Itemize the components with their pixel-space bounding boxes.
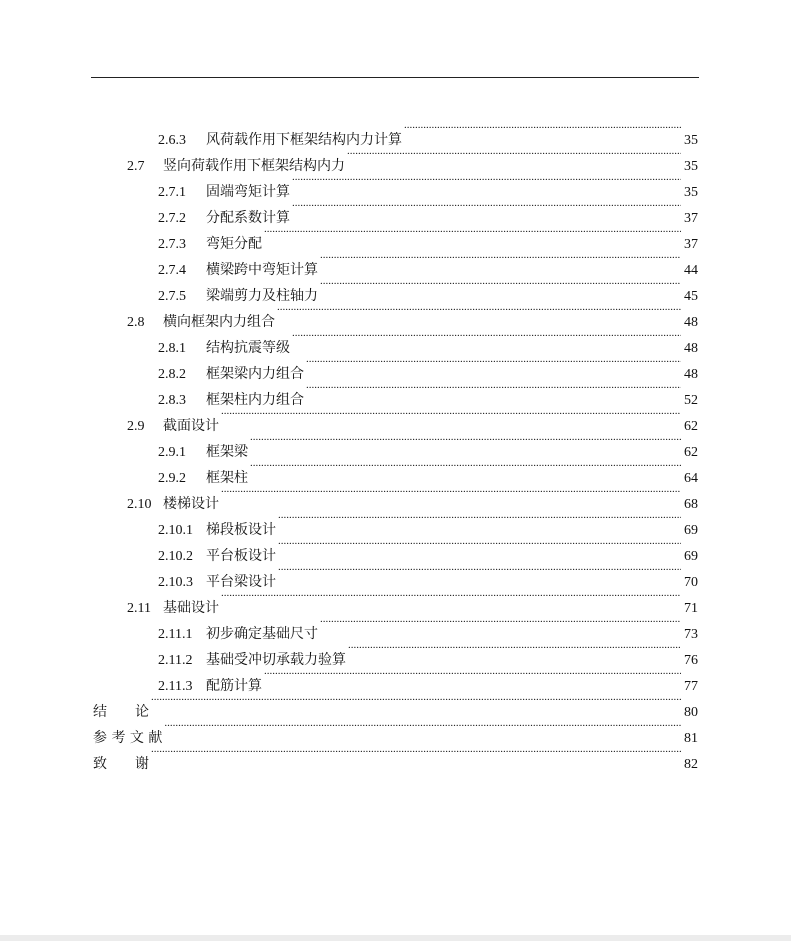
toc-entry-title: 参 考 文 献 [93, 730, 163, 746]
dot-leader [306, 378, 681, 404]
toc-entry-title: 基础受冲切承载力验算 [206, 652, 346, 668]
dot-leader [278, 534, 681, 560]
dot-leader [264, 664, 681, 690]
dot-leader [221, 404, 681, 430]
dot-leader [221, 482, 681, 508]
toc-entry[interactable] [127, 300, 698, 330]
toc-entry-page-number: 77 [684, 679, 698, 694]
toc-entry-title: 竖向荷载作用下框架结构内力 [163, 158, 345, 174]
dot-leader [151, 690, 681, 716]
toc-entry-number: 2.11 [127, 601, 151, 616]
toc-entry-number: 2.10.1 [158, 523, 193, 538]
toc-entry[interactable] [158, 274, 698, 304]
toc-entry-page-number: 35 [684, 133, 698, 148]
toc-entry-page-number: 81 [684, 731, 698, 746]
viewer-bottom-edge [0, 935, 791, 941]
toc-entry-page-number: 70 [684, 575, 698, 590]
toc-entry[interactable] [158, 118, 698, 148]
dot-leader [320, 274, 681, 300]
toc-entry-page-number: 35 [684, 159, 698, 174]
toc-entry-title: 平台板设计 [206, 548, 276, 564]
toc-entry[interactable] [158, 534, 698, 564]
toc-entry-number: 2.6.3 [158, 133, 186, 148]
toc-entry[interactable] [127, 586, 698, 616]
toc-entry-page-number: 35 [684, 185, 698, 200]
toc-entry-page-number: 52 [684, 393, 698, 408]
toc-entry-page-number: 44 [684, 263, 698, 278]
dot-leader [278, 560, 681, 586]
toc-entry-title: 弯矩分配 [206, 236, 262, 252]
toc-entry[interactable] [158, 378, 698, 408]
dot-leader [292, 170, 681, 196]
toc-entry-page-number: 37 [684, 211, 698, 226]
toc-entry-number: 2.11.1 [158, 627, 193, 642]
toc-entry-number: 2.8 [127, 315, 145, 330]
toc-entry[interactable] [158, 612, 698, 642]
toc-entry-number: 2.8.3 [158, 393, 186, 408]
toc-entry-number: 2.7.1 [158, 185, 186, 200]
toc-entry[interactable] [158, 170, 698, 200]
toc-entry-number: 2.9.1 [158, 445, 186, 460]
toc-entry-page-number: 73 [684, 627, 698, 642]
toc-entry-number: 2.7.2 [158, 211, 186, 226]
dot-leader [320, 612, 681, 638]
toc-entry-title: 梯段板设计 [206, 522, 276, 538]
toc-entry-number: 2.11.2 [158, 653, 193, 668]
toc-entry-page-number: 37 [684, 237, 698, 252]
toc-entry-title: 截面设计 [163, 418, 219, 434]
dot-leader [164, 716, 681, 742]
dot-leader [348, 638, 681, 664]
toc-entry-number: 2.8.1 [158, 341, 186, 356]
toc-entry-title: 楼梯设计 [163, 496, 219, 512]
toc-entry[interactable] [158, 222, 698, 252]
toc-entry-page-number: 69 [684, 549, 698, 564]
toc-entry-page-number: 48 [684, 315, 698, 330]
toc-entry[interactable] [158, 430, 698, 460]
toc-entry-title: 分配系数计算 [206, 210, 290, 226]
toc-entry[interactable] [158, 326, 698, 356]
dot-leader [264, 222, 681, 248]
toc-entry-title: 横梁跨中弯矩计算 [206, 262, 318, 278]
toc-entry[interactable] [158, 664, 698, 694]
toc-entry[interactable] [158, 638, 698, 668]
dot-leader [221, 586, 681, 612]
toc-entry-number: 2.9.2 [158, 471, 186, 486]
dot-leader [278, 508, 681, 534]
toc-entry[interactable] [93, 716, 698, 746]
toc-entry-title: 固端弯矩计算 [206, 184, 290, 200]
dot-leader [250, 456, 681, 482]
toc-entry[interactable] [158, 196, 698, 226]
dot-leader [320, 248, 681, 274]
toc-entry-title: 框架梁内力组合 [206, 366, 304, 382]
dot-leader [250, 430, 681, 456]
toc-entry-title: 结构抗震等级 [206, 340, 290, 356]
toc-entry-title: 基础设计 [163, 600, 219, 616]
toc-entry-page-number: 68 [684, 497, 698, 512]
dot-leader [306, 352, 681, 378]
toc-entry-page-number: 80 [684, 705, 698, 720]
toc-entry-number: 2.7 [127, 159, 145, 174]
toc-entry[interactable] [158, 352, 698, 382]
toc-entry[interactable] [158, 508, 698, 538]
toc-entry-page-number: 62 [684, 445, 698, 460]
toc-entry[interactable] [127, 404, 698, 434]
dot-leader [347, 144, 681, 170]
toc-entry-page-number: 71 [684, 601, 698, 616]
toc-entry[interactable] [93, 690, 698, 720]
toc-entry[interactable] [158, 560, 698, 590]
toc-entry-title: 框架柱 [206, 470, 248, 486]
toc-entry-title: 结 论 [93, 704, 149, 720]
toc-entry-title: 配筋计算 [206, 678, 262, 694]
toc-entry-title: 框架梁 [206, 444, 248, 460]
toc-entry-title: 风荷载作用下框架结构内力计算 [206, 132, 402, 148]
toc-entry[interactable] [127, 482, 698, 512]
toc-entry-number: 2.10.2 [158, 549, 193, 564]
toc-entry-number: 2.7.5 [158, 289, 186, 304]
toc-entry-page-number: 48 [684, 341, 698, 356]
toc-entry-title: 梁端剪力及柱轴力 [206, 288, 318, 304]
toc-entry[interactable] [93, 742, 698, 772]
toc-entry[interactable] [158, 248, 698, 278]
toc-entry-number: 2.8.2 [158, 367, 186, 382]
toc-entry-title: 平台梁设计 [206, 574, 276, 590]
toc-entry-page-number: 62 [684, 419, 698, 434]
toc-entry[interactable] [127, 144, 698, 174]
toc-entry-title: 初步确定基础尺寸 [206, 626, 318, 642]
dot-leader [151, 742, 681, 768]
toc-entry-page-number: 48 [684, 367, 698, 382]
toc-entry-title: 致 谢 [93, 756, 149, 772]
toc-entry[interactable] [158, 456, 698, 486]
toc-entry-number: 2.7.3 [158, 237, 186, 252]
dot-leader [404, 118, 681, 144]
toc-entry-page-number: 76 [684, 653, 698, 668]
toc-entry-page-number: 64 [684, 471, 698, 486]
toc-entry-number: 2.10.3 [158, 575, 193, 590]
toc-entry-page-number: 82 [684, 757, 698, 772]
toc-entry-number: 2.9 [127, 419, 145, 434]
header-rule [91, 77, 699, 78]
dot-leader [292, 196, 681, 222]
dot-leader [277, 300, 681, 326]
toc-entry-page-number: 69 [684, 523, 698, 538]
toc-entry-number: 2.11.3 [158, 679, 193, 694]
toc-entry-number: 2.7.4 [158, 263, 186, 278]
toc-entry-title: 横向框架内力组合 [163, 314, 275, 330]
dot-leader [292, 326, 681, 352]
toc-entry-page-number: 45 [684, 289, 698, 304]
toc-entry-title: 框架柱内力组合 [206, 392, 304, 408]
toc-entry-number: 2.10 [127, 497, 152, 512]
